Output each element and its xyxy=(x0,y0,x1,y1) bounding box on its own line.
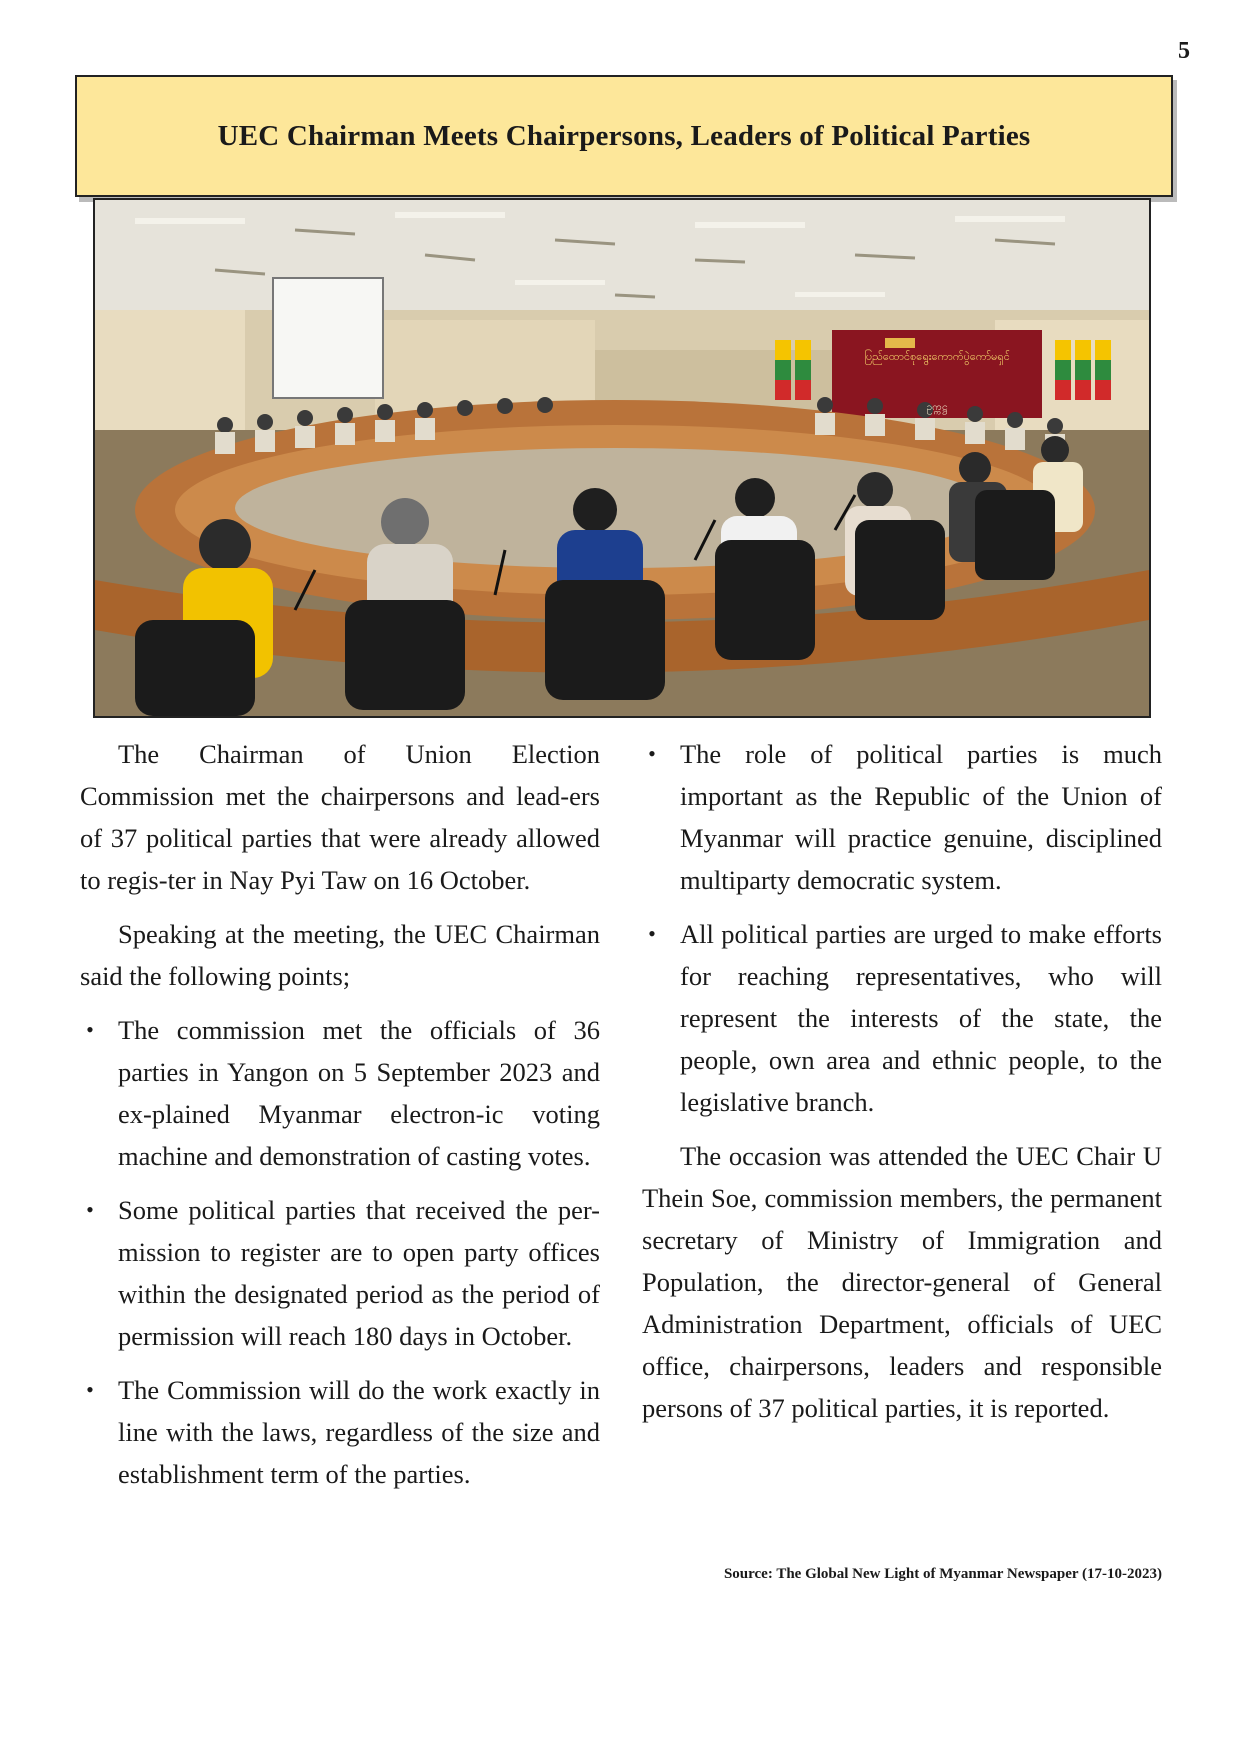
source-citation: Source: The Global New Light of Myanmar Newspaper (17-10-2023) xyxy=(723,1566,1162,1582)
right-bullet-list xyxy=(642,733,1162,1123)
right-column xyxy=(642,733,1162,1441)
bullet-icon: • xyxy=(648,741,656,766)
bullet-icon: • xyxy=(86,1017,94,1042)
article-title: UEC Chairman Meets Chairpersons, Leaders of Political Parties xyxy=(217,119,1031,152)
bullet-icon: • xyxy=(648,921,656,946)
list-item: • Some political parties that received the per-mission to register are to open party offices within the designated period as the period of permission will reach 180 days in October. xyxy=(80,1189,600,1357)
left-column xyxy=(80,733,600,1507)
title-banner xyxy=(75,75,1173,197)
list-item: • The Commission will do the work exactly in line with the laws, regardless of the size and establishment term of the parties. xyxy=(80,1369,600,1495)
meeting-photo xyxy=(93,198,1151,718)
attendance-paragraph: The occasion was attended the UEC Chair U Thein Soe, commission members, the permanent secretary of Ministry of Immigration and Population, the director-general of General Administration Department, officials of UEC office, chairpersons, leaders and responsible persons of 37 political parties, it is reported. xyxy=(642,1141,1162,1423)
left-bullet-list xyxy=(80,1009,600,1495)
backdrop-text: ပြည်ထောင်စုရွေးကောက်ပွဲကော်မရှင် xyxy=(864,350,1010,363)
page-number: 5 xyxy=(1178,38,1190,64)
bullet-icon: • xyxy=(86,1197,94,1222)
intro-paragraph: The Chairman of Union Election Commission met the chairpersons and lead-ers of 37 political parties that were already allowed to regis-ter in Nay Pyi Taw on 16 October. xyxy=(80,739,600,895)
list-item: • All political parties are urged to make efforts for reaching representatives, who will represent the interests of the state, the people, own area and ethnic people, to the legislative branch. xyxy=(642,913,1162,1123)
list-item: • The commission met the officials of 36 parties in Yangon on 5 September 2023 and ex-plained Myanmar electron-ic voting machine and demonstration of casting votes. xyxy=(80,1009,600,1177)
table-placard: ဥက္ကဋ္ဌ xyxy=(926,402,948,413)
list-item: • The role of political parties is much important as the Republic of the Union of Myanmar will practice genuine, disciplined multiparty democratic system. xyxy=(642,733,1162,901)
speech-intro-paragraph: Speaking at the meeting, the UEC Chairman said the following points; xyxy=(80,919,600,991)
bullet-icon: • xyxy=(86,1377,94,1402)
